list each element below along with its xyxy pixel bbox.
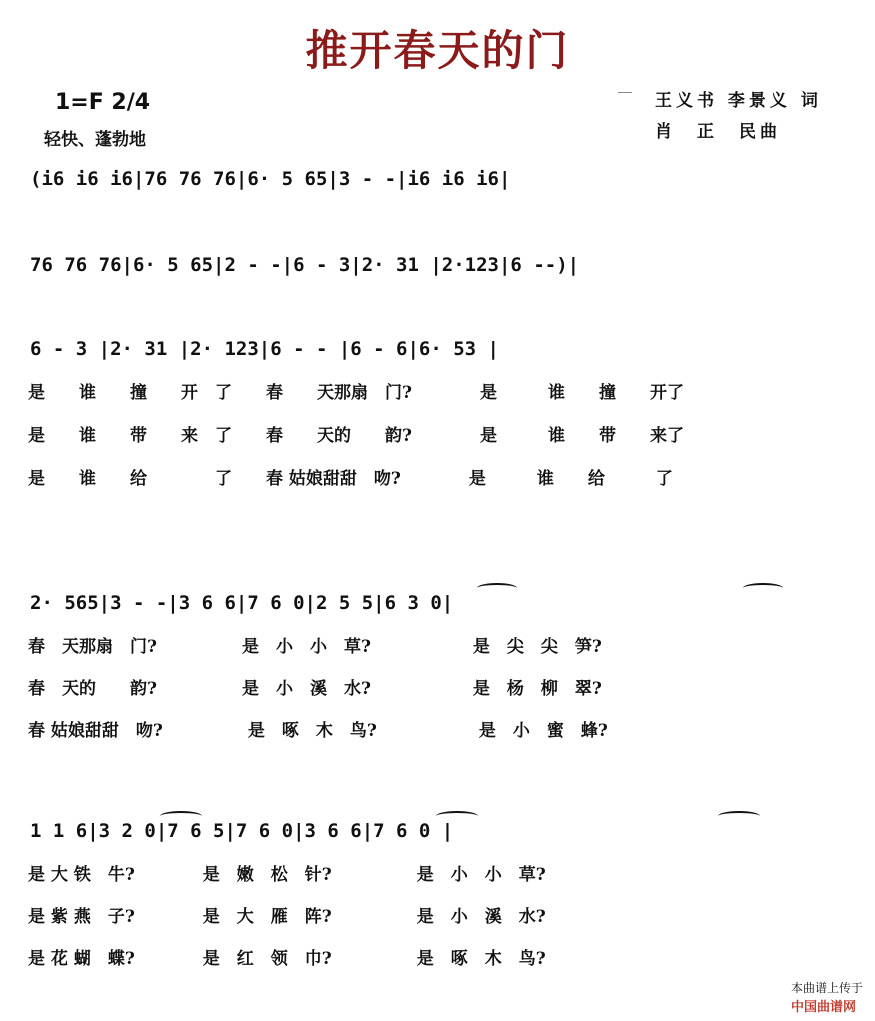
lyric-line-3-verse-2: 是 谁 带 来 了 春 天的 韵? 是 谁 带 来了	[28, 426, 684, 446]
key-signature: 1=F 2/4	[55, 90, 151, 115]
lyric-line-4-verse-2: 春 天的 韵? 是 小 溪 水? 是 杨 柳 翠?	[28, 679, 602, 699]
tempo-marking: 轻快、蓬勃地	[44, 130, 146, 150]
score-line-1: (i6 i6 i6|76 76 76|6· 5 65|3 - -|i6 i6 i6|	[30, 168, 511, 190]
song-title: 推开春天的门	[305, 26, 570, 75]
lyric-line-5-verse-2: 是 紫 燕 子? 是 大 雁 阵? 是 小 溪 水?	[28, 907, 546, 927]
lyric-line-4-verse-1: 春 天那扇 门? 是 小 小 草? 是 尖 尖 笋?	[28, 637, 602, 657]
slur-mark	[477, 583, 517, 593]
score-line-2: 76 76 76|6· 5 65|2 - -|6 - 3|2· 31 |2·123|6 --)|	[30, 254, 580, 276]
lyric-line-5-verse-3: 是 花 蝴 蝶? 是 红 领 巾? 是 啄 木 鸟?	[28, 949, 546, 969]
lyric-line-3-verse-1: 是 谁 撞 开 了 春 天那扇 门? 是 谁 撞 开了	[28, 383, 684, 403]
lyric-line-4-verse-3: 春 姑娘甜甜 吻? 是 啄 木 鸟? 是 小 蜜 蜂?	[28, 721, 608, 741]
lyric-line-3-verse-3: 是 谁 给 了 春 姑娘甜甜 吻? 是 谁 给 了	[28, 469, 673, 489]
decorative-dash	[618, 92, 632, 93]
slur-mark	[718, 811, 760, 821]
site-logo[interactable]: 中国曲谱网	[790, 1000, 856, 1015]
footer	[783, 965, 863, 1015]
upload-text: 本曲谱上传于	[790, 981, 863, 995]
score-line-3: 6 - 3 |2· 31 |2· 123|6 - - |6 - 6|6· 53 |	[30, 338, 499, 360]
slur-mark	[743, 583, 783, 593]
composer-credit: 肖 正 民曲	[655, 122, 781, 142]
score-line-4: 2· 565|3 - -|3 6 6|7 6 0|2 5 5|6 3 0|	[30, 592, 454, 614]
lyric-line-5-verse-1: 是 大 铁 牛? 是 嫩 松 针? 是 小 小 草?	[28, 865, 546, 885]
score-line-5: 1 1 6|3 2 0|7 6 5|7 6 0|3 6 6|7 6 0 |	[30, 820, 454, 842]
lyricist-credit: 王义书 李景义 词	[655, 91, 822, 111]
